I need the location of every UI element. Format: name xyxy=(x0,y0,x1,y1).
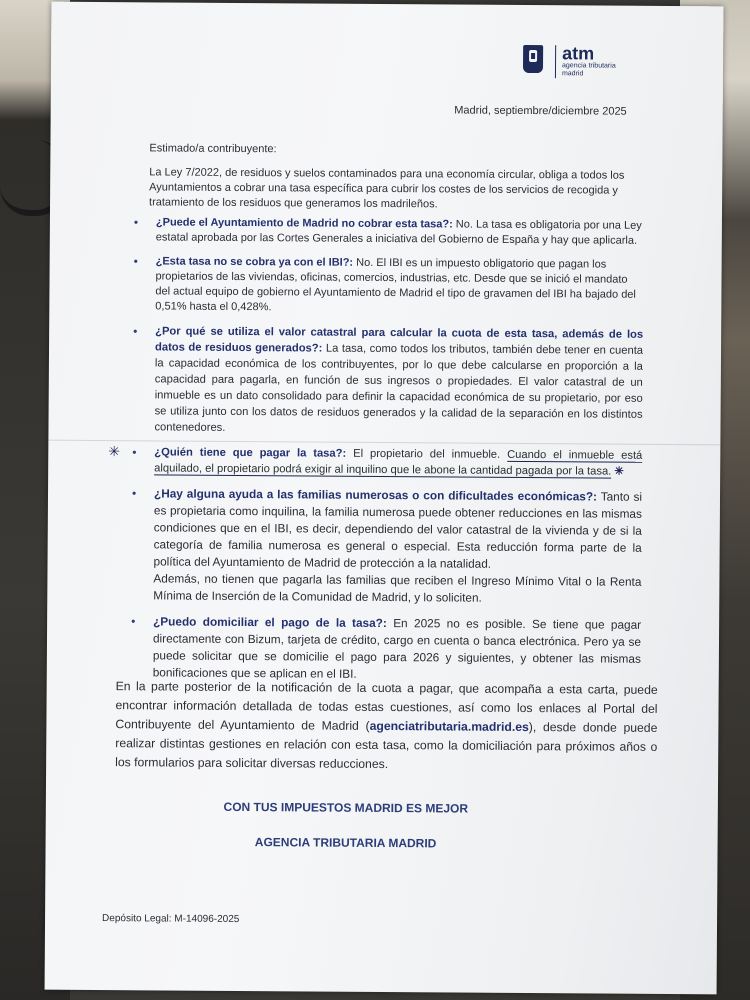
logo-line2: madrid xyxy=(561,70,584,78)
faq-answer: No. La tasa es obligatoria por una Ley estatal aprobada por las Cortes Generales a iniciativa del Gobierno de España y hay que aplicarla. xyxy=(155,218,642,247)
bullet-icon: • xyxy=(132,445,137,460)
signature: AGENCIA TRIBUTARIA MADRID xyxy=(254,835,437,851)
atm-logo xyxy=(523,45,616,79)
bullet-icon: • xyxy=(133,215,139,230)
faq-question: ¿Puede el Ayuntamiento de Madrid no cobrar esta tasa?: xyxy=(155,216,453,231)
faq-answer: Tanto si es propietaria como inquilina, la familia numerosa puede obtener reducciones en las mismas condiciones que en el IBI, es decir, dependiendo del valor catastral de la vivienda y de si la categoría de familia numerosa es general o especial. Esta reducción forma parte de la política del Ayuntamiento de Madrid de protección a la natalidad. xyxy=(153,489,643,571)
faq-question: ¿Quién tiene que pagar la tasa?: xyxy=(154,446,347,460)
faq-item xyxy=(108,443,643,479)
portal-link[interactable]: agenciatributaria.madrid.es xyxy=(369,718,529,735)
greeting: Estimado/a contribuyente: xyxy=(149,142,277,156)
intro-paragraph: La Ley 7/2022, de residuos y suelos contaminados para una economía circular, obliga a todos los Ayuntamientos a cobrar una tasa específica para cubrir los costes de los servicios de recogida y tratamiento de los residuos que generamos los madrileños. xyxy=(149,166,625,211)
faq-item xyxy=(131,485,643,607)
faq-list xyxy=(108,215,644,693)
faq-question: ¿Por qué se utiliza el valor catastral para calcular la cuota de esta tasa, además de los datos de residuos generados?: xyxy=(155,325,644,355)
faq-item xyxy=(133,323,644,438)
faq-item xyxy=(133,215,644,248)
bullet-icon: • xyxy=(133,324,138,339)
bullet-icon: • xyxy=(131,614,136,629)
faq-item xyxy=(131,613,642,684)
faq-answer-underlined: Cuando el inmueble está alquilado, el propietario podrá exigir al inquilino que le abone la cantidad pagada por la tasa. xyxy=(154,448,643,478)
faq-question: ¿Puedo domiciliar el pago de la tasa?: xyxy=(153,614,387,631)
logo-main: atm xyxy=(562,43,595,64)
bullet-icon: • xyxy=(133,254,138,269)
letter-page xyxy=(45,2,724,995)
madrid-seal-icon xyxy=(523,45,543,73)
handwritten-star-icon: ✳ xyxy=(108,443,121,460)
handwritten-star-icon: ✳ xyxy=(614,465,624,478)
faq-answer: La tasa, como todos los tributos, también debe tener en cuenta la capacidad económica de los contribuyentes, por lo que debe calcularse en proporción a la capacidad para pagarla, en función de sus ingresos o propiedades. El valor catastral de un inmueble es un dato consolidado para definir la capacidad económica de su propietario, por eso se utiliza junto con los datos de residuos generados y la calidad de la separación en los distintos contenedores. xyxy=(154,342,644,434)
logo-line1: agencia tributaria xyxy=(561,62,616,70)
faq-item xyxy=(133,254,643,317)
bullet-icon: • xyxy=(131,486,137,501)
letter-date: Madrid, septiembre/diciembre 2025 xyxy=(454,104,627,118)
closing-paragraph xyxy=(115,677,658,776)
faq-answer: El propietario del inmueble. xyxy=(346,447,508,461)
logo-text xyxy=(555,45,616,78)
faq-answer-extra: Además, no tienen que pagarla las familias que reciben el Ingreso Mínimo Vital o la Renta Mínima de Inserción de la Comunidad de Madrid, y lo soliciten. xyxy=(153,571,642,605)
legal-deposit: Depósito Legal: M-14096-2025 xyxy=(102,913,240,926)
closing-text-after: ), desde donde puede realizar distintas gestiones en relación con esta tasa, como la domiciliación para próximos años o los formularios para solicitar diversas reducciones. xyxy=(115,720,658,772)
faq-question: ¿Esta tasa no se cobra ya con el IBI?: xyxy=(155,255,354,269)
faq-answer: En 2025 no es posible. Se tiene que pagar directamente con Bizum, tarjeta de crédito, cargo en cuenta o banca electrónica. Pero ya se puede solicitar que se domicilie el pago para 2026 y siguientes, y obtener las mismas bonificaciones que se aplican en el IBI. xyxy=(152,616,642,681)
closing-text-before: En la parte posterior de la notificación de la cuota a pagar, que acompaña a esta carta, puede encontrar información detallada de todas estas cuestiones, así como los enlaces al Portal del Contribuyente del Ayuntamiento de Madrid ( xyxy=(115,679,658,733)
faq-question: ¿Hay alguna ayuda a las familias numerosas o con dificultades económicas?: xyxy=(153,486,598,504)
slogan: CON TUS IMPUESTOS MADRID ES MEJOR xyxy=(223,799,469,816)
faq-answer: No. El IBI es un impuesto obligatorio que pagan los propietarios de las viviendas, oficinas, comercios, industrias, etc. Desde que se inició el mandato del actual equipo de gobierno el Ayuntamiento de Madrid el tipo de gravamen del IBI ha bajado del 0,51% hasta el 0,428%. xyxy=(155,256,636,314)
